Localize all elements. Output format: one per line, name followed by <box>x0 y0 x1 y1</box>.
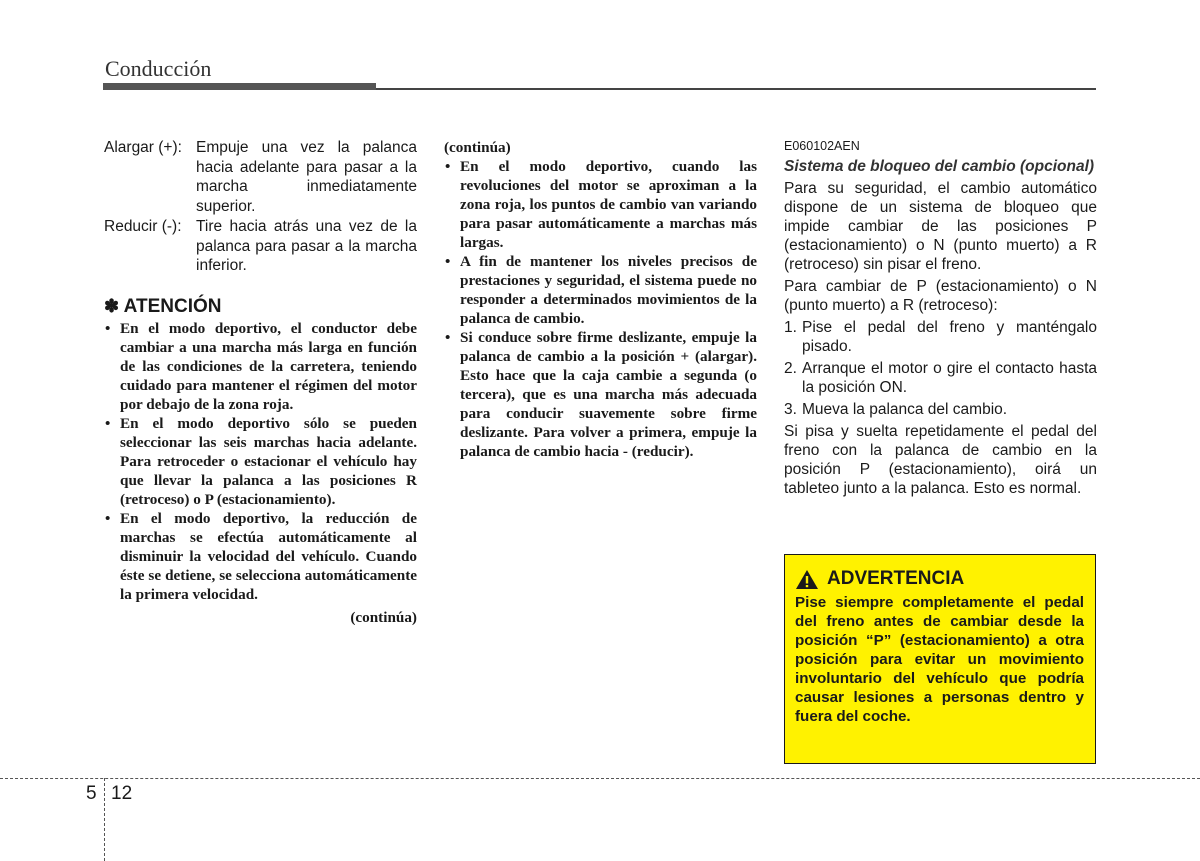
list-item: • En el modo deportivo, el conductor debe cambiar a una marcha más larga en función de las condiciones de la carretera, teniendo cuidado para mantener el régimen del motor por debajo de la zona roja. <box>104 319 417 414</box>
warning-header <box>795 567 1084 591</box>
list-item: • En el modo deportivo, la reducción de marchas se efectúa automáticamente al disminuir la velocidad del vehículo. Cuando éste se detiene, se selecciona automáticamente la primera velocidad. <box>104 509 417 604</box>
definition-row <box>104 217 417 276</box>
warning-text: Pise siempre completamente el pedal del freno antes de cambiar desde la posición “P” (estacionamiento) a otra posición para evitar un movimiento involuntario del vehículo que podría causar lesiones a personas dentro y fuera del coche. <box>795 594 1084 725</box>
definition-row <box>104 138 417 216</box>
asterisk-icon: ✽ <box>104 295 120 316</box>
list-item: • En el modo deportivo sólo se pueden seleccionar las seis marchas hacia adelante. Para retroceder o estacionar el vehículo hay que llevar la palanca a las posiciones R (retroceso) o P (estacionamiento). <box>104 414 417 509</box>
attention-list <box>104 319 417 604</box>
definition-term: Alargar (+): <box>104 139 182 156</box>
definition-desc: Empuje una vez la palanca hacia adelante para pasar a la marcha inmediatamente superior. <box>196 139 417 215</box>
column-right <box>784 138 1097 498</box>
definition-desc: Tire hacia atrás una vez de la palanca para pasar a la marcha inferior. <box>196 218 417 274</box>
header-rule-thin <box>376 88 1096 90</box>
attention-heading <box>104 294 417 319</box>
step-text: Arranque el motor o gire el contacto hasta la posición ON. <box>802 360 1097 396</box>
steps-list <box>784 318 1097 419</box>
paragraph: Para cambiar de P (estacionamiento) o N (punto muerto) a R (retroceso): <box>784 278 1097 314</box>
section-heading: Sistema de bloqueo del cambio (opcional) <box>784 158 1095 175</box>
column-left <box>104 138 417 627</box>
page-number: 12 <box>111 783 133 804</box>
list-item <box>784 318 1097 356</box>
paragraph: Si pisa y suelta repetidamente el pedal del freno con la palanca de cambio en la posición P (estacionamiento), oirá un tableteo junto a la palanca. Esto es normal. <box>784 423 1097 497</box>
page-title: Conducción <box>105 56 212 81</box>
footer-vertical-divider <box>104 778 105 861</box>
warning-box <box>784 554 1096 764</box>
attention-title: ATENCIÓN <box>123 295 222 317</box>
list-item <box>784 400 1097 419</box>
warning-triangle-icon <box>795 569 819 590</box>
definition-term: Reducir (-): <box>104 218 182 235</box>
step-number: 2. <box>784 360 797 377</box>
column-middle <box>444 138 757 461</box>
step-text: Pise el pedal del freno y manténgalo pisado. <box>802 319 1097 355</box>
chapter-number: 5 <box>86 783 97 804</box>
list-item <box>784 359 1097 397</box>
paragraph: Para su seguridad, el cambio automático dispone de un sistema de bloqueo que impide cambiar de las posiciones P (estacionamiento) o N (punto muerto) a R (retroceso) sin pisar el freno. <box>784 180 1097 273</box>
continues-label: (continúa) <box>350 608 417 626</box>
step-number: 1. <box>784 319 797 336</box>
header-rule-thick <box>103 83 376 90</box>
step-number: 3. <box>784 401 797 418</box>
section-code: E060102AEN <box>784 139 860 153</box>
warning-title: ADVERTENCIA <box>827 568 965 589</box>
continued-label: (continúa) <box>444 139 511 156</box>
list-item: • Si conduce sobre firme deslizante, empuje la palanca de cambio a la posición + (alargar). Esto hace que la caja cambie a segunda (o tercera), que es una marcha más adecuada para conducir suavemente sobre firme deslizante. Para volver a primera, empuje la palanca de cambio hacia - (reducir). <box>444 328 757 461</box>
step-text: Mueva la palanca del cambio. <box>802 401 1008 418</box>
continued-list <box>444 157 757 461</box>
list-item: • A fin de mantener los niveles precisos de prestaciones y seguridad, el sistema puede no responder a determinados movimientos de la palanca de cambio. <box>444 252 757 328</box>
list-item: • En el modo deportivo, cuando las revoluciones del motor se aproximan a la zona roja, los puntos de cambio van variando para pasar automáticamente a marchas más largas. <box>444 157 757 252</box>
footer-divider <box>0 778 1200 779</box>
